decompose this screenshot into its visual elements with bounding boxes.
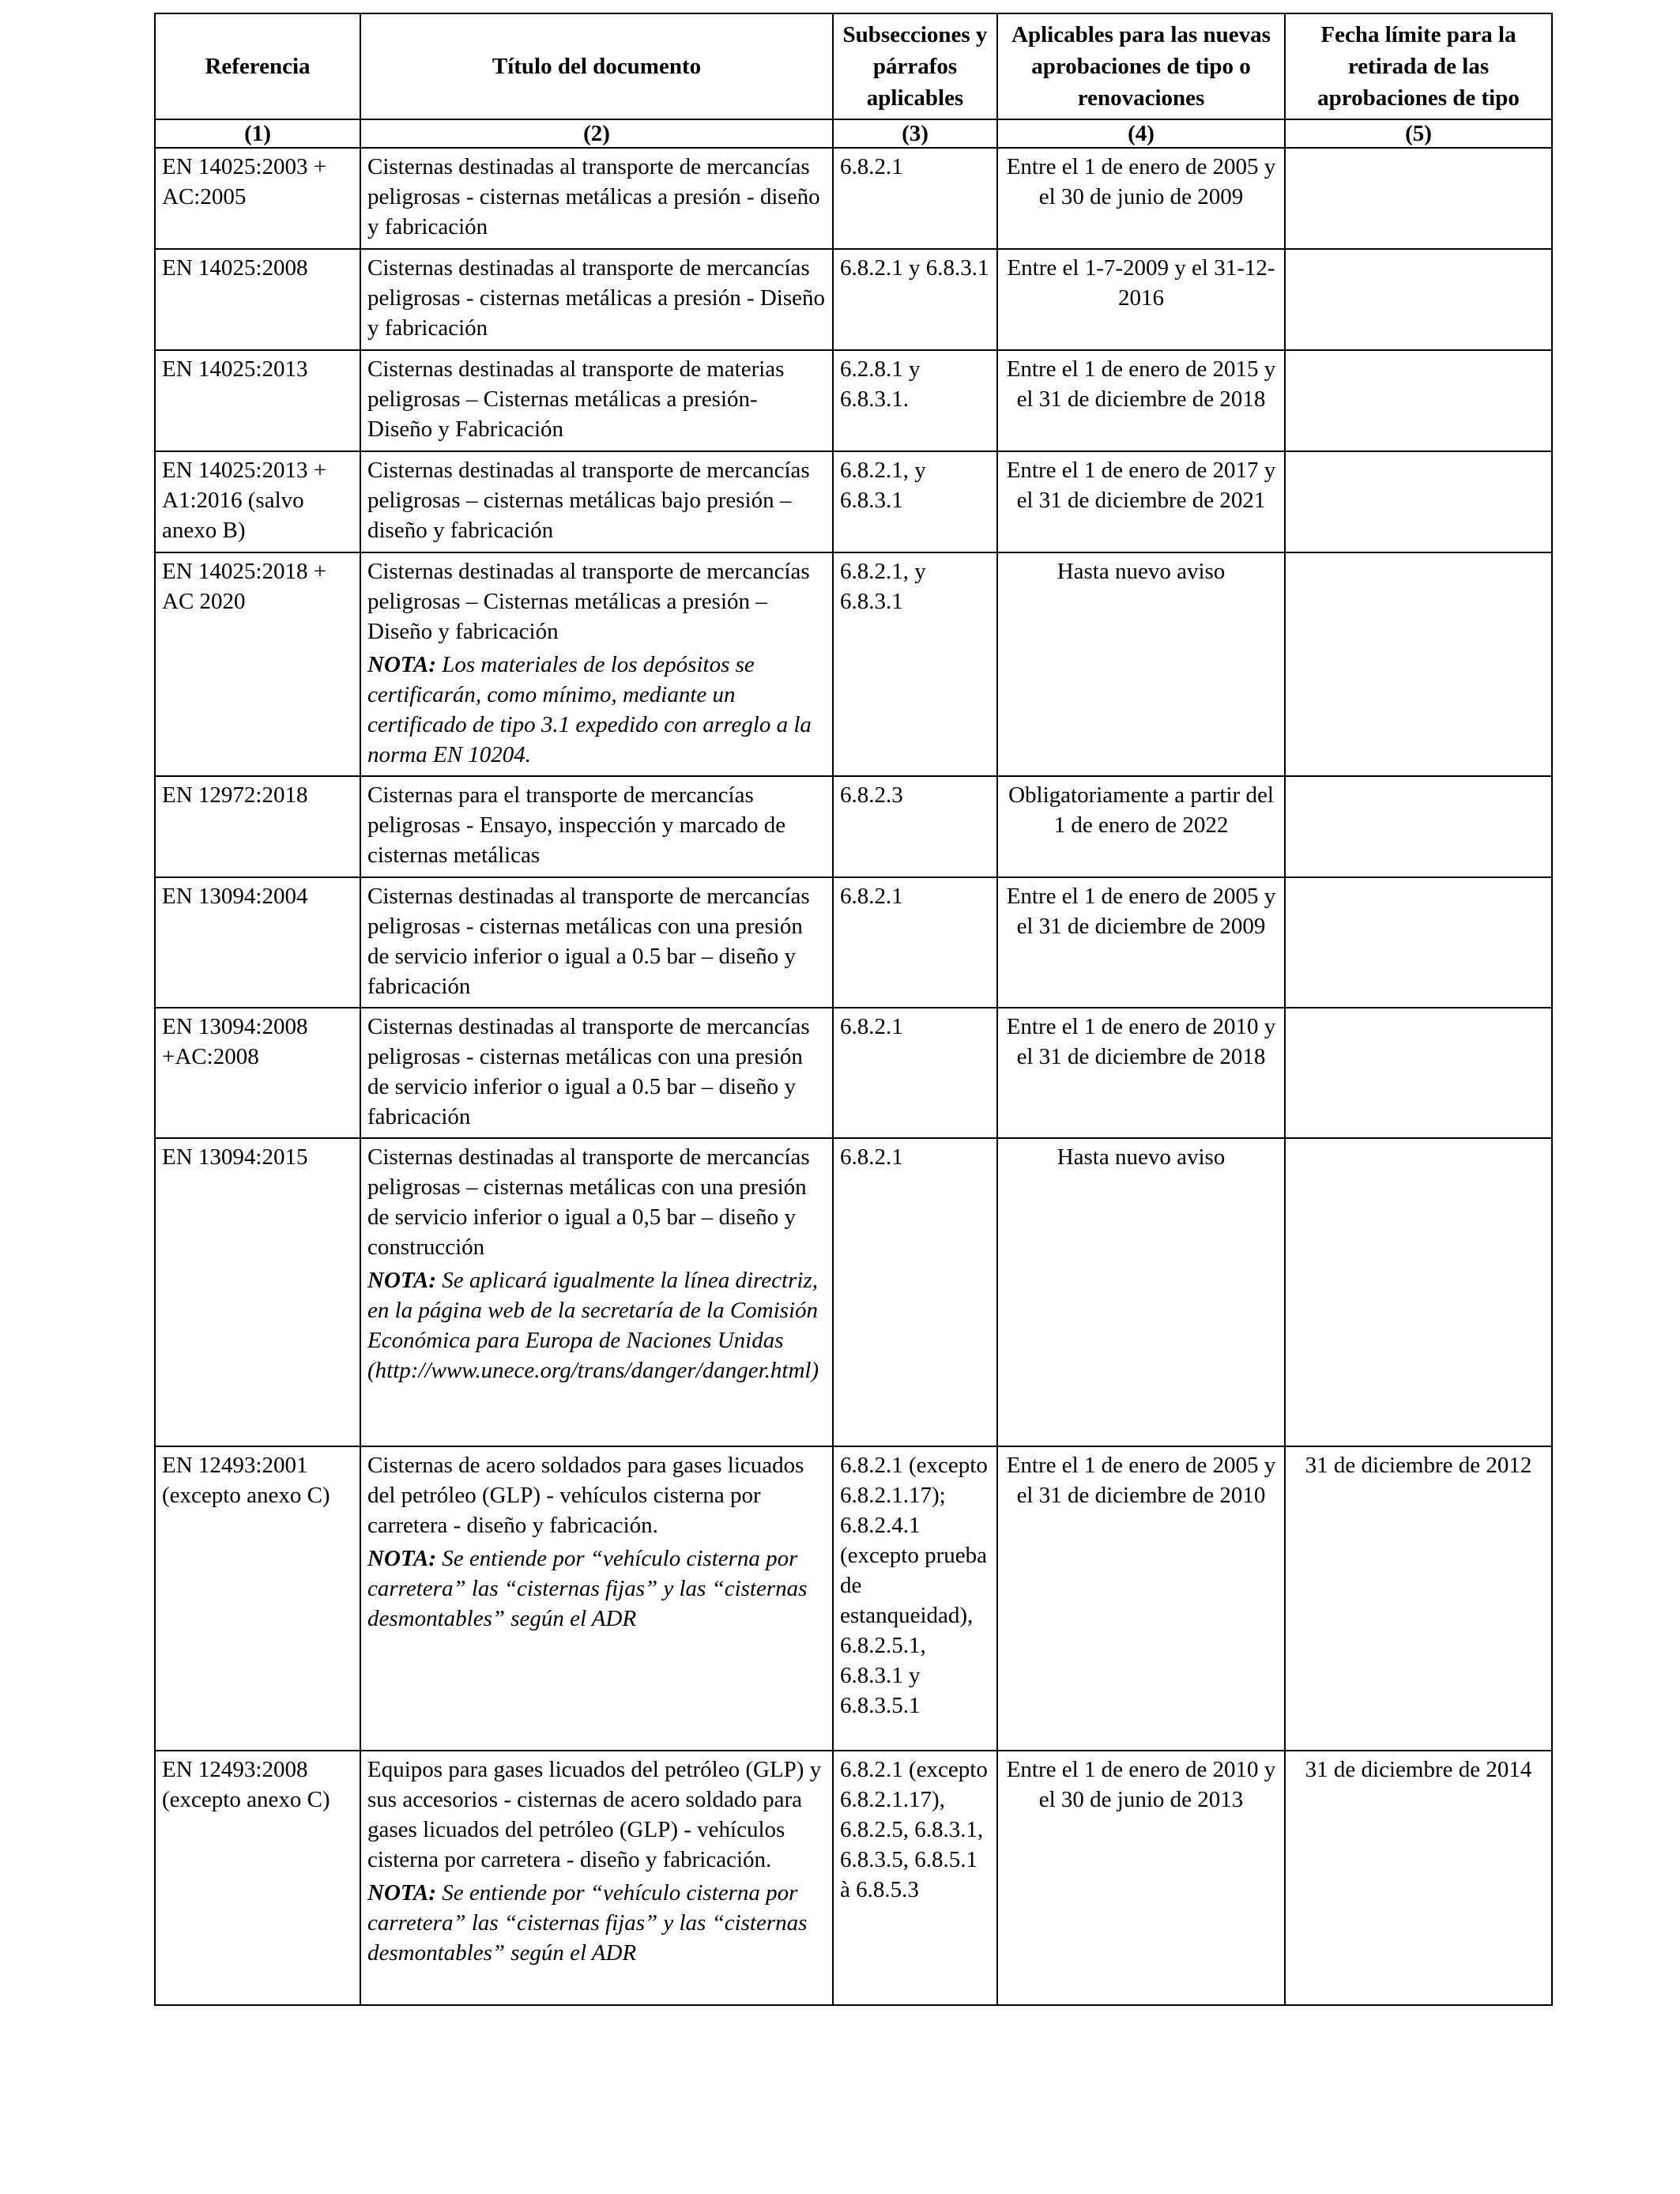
applicable-dates-cell: Entre el 1 de enero de 2005 y el 30 de junio de 2009 [997, 148, 1285, 249]
header-fecha-limite: Fecha límite para la retirada de las aprobaciones de tipo [1285, 13, 1552, 119]
subsections-cell: 6.8.2.1 [833, 1138, 997, 1446]
reference-cell: EN 13094:2015 [155, 1138, 360, 1446]
withdrawal-deadline-cell [1285, 877, 1552, 1008]
withdrawal-deadline-cell [1285, 451, 1552, 552]
subsections-cell: 6.8.2.1 [833, 877, 997, 1008]
table-row [155, 877, 1552, 1008]
note-text: Se aplicará igualmente la línea directriz, en la página web de la secretaría de la Comisión Económica para Europa de Naciones Unidas (http://www.unece.org/trans/danger/danger.html) [367, 1268, 819, 1383]
document-title: Cisternas destinadas al transporte de mercancías peligrosas – cisternas metálicas con una presión de servicio inferior o igual a 0,5 bar – diseño y construcción [367, 1144, 810, 1260]
applicable-dates-cell: Entre el 1 de enero de 2010 y el 31 de diciembre de 2018 [997, 1008, 1285, 1138]
title-cell [360, 451, 833, 552]
note [367, 1265, 826, 1385]
applicable-dates-cell: Entre el 1 de enero de 2005 y el 31 de diciembre de 2010 [997, 1446, 1285, 1751]
document-title: Cisternas destinadas al transporte de mercancías peligrosas - cisternas metálicas a presión - diseño y fabricación [367, 154, 820, 239]
applicable-dates-cell: Hasta nuevo aviso [997, 552, 1285, 776]
column-number: (2) [360, 119, 833, 148]
applicable-dates-cell: Obligatoriamente a partir del 1 de enero de 2022 [997, 776, 1285, 877]
title-cell [360, 1446, 833, 1751]
title-cell [360, 1008, 833, 1138]
column-number-row [155, 119, 1552, 148]
applicable-dates-cell: Hasta nuevo aviso [997, 1138, 1285, 1446]
table-row [155, 249, 1552, 350]
table-row [155, 552, 1552, 776]
note [367, 1878, 826, 1968]
table-row [155, 776, 1552, 877]
reference-cell: EN 14025:2008 [155, 249, 360, 350]
document-title: Cisternas destinadas al transporte de mercancías peligrosas - cisternas metálicas a presión - Diseño y fabricación [367, 255, 826, 341]
withdrawal-deadline-cell [1285, 249, 1552, 350]
subsections-cell: 6.8.2.1, y 6.8.3.1 [833, 552, 997, 776]
note-label: NOTA: [367, 1880, 436, 1906]
reference-cell: EN 14025:2003 + AC:2005 [155, 148, 360, 249]
withdrawal-deadline-cell [1285, 1008, 1552, 1138]
table-row [155, 1008, 1552, 1138]
subsections-cell: 6.8.2.1, y 6.8.3.1 [833, 451, 997, 552]
reference-cell: EN 13094:2008 +AC:2008 [155, 1008, 360, 1138]
header-row [155, 13, 1552, 119]
table-row [155, 1446, 1552, 1751]
header-subsecciones: Subsecciones y párrafos aplicables [833, 13, 997, 119]
title-cell [360, 350, 833, 451]
note-label: NOTA: [367, 1546, 436, 1571]
table-row [155, 1751, 1552, 2005]
reference-cell: EN 13094:2004 [155, 877, 360, 1008]
note-text: Los materiales de los depósitos se certificarán, como mínimo, mediante un certificado de tipo 3.1 expedido con arreglo a la norma EN 10204. [367, 652, 812, 767]
document-title: Cisternas destinadas al transporte de mercancías peligrosas - cisternas metálicas con una presión de servicio inferior o igual a 0.5 bar – diseño y fabricación [367, 884, 810, 999]
document-title: Cisternas para el transporte de mercancías peligrosas - Ensayo, inspección y marcado de cisternas metálicas [367, 782, 786, 868]
reference-cell: EN 12972:2018 [155, 776, 360, 877]
header-aplicables: Aplicables para las nuevas aprobaciones de tipo o renovaciones [997, 13, 1285, 119]
withdrawal-deadline-cell: 31 de diciembre de 2012 [1285, 1446, 1552, 1751]
note [367, 650, 826, 770]
applicable-dates-cell: Entre el 1 de enero de 2015 y el 31 de diciembre de 2018 [997, 350, 1285, 451]
note-label: NOTA: [367, 652, 436, 677]
withdrawal-deadline-cell [1285, 776, 1552, 877]
document-title: Cisternas destinadas al transporte de materias peligrosas – Cisternas metálicas a presión- Diseño y Fabricación [367, 356, 785, 442]
subsections-cell: 6.8.2.1 (excepto 6.8.2.1.17); 6.8.2.4.1 (excepto prueba de estanqueidad), 6.8.2.5.1, 6.8.3.1 y 6.8.3.5.1 [833, 1446, 997, 1751]
reference-cell: EN 14025:2018 + AC 2020 [155, 552, 360, 776]
note-label: NOTA: [367, 1268, 436, 1293]
title-cell [360, 1138, 833, 1446]
applicable-dates-cell: Entre el 1-7-2009 y el 31-12-2016 [997, 249, 1285, 350]
applicable-dates-cell: Entre el 1 de enero de 2005 y el 31 de diciembre de 2009 [997, 877, 1285, 1008]
document-title: Cisternas de acero soldados para gases licuados del petróleo (GLP) - vehículos cisterna por carretera - diseño y fabricación. [367, 1453, 804, 1538]
note [367, 1544, 826, 1634]
document-title: Cisternas destinadas al transporte de mercancías peligrosas – Cisternas metálicas a presión – Diseño y fabricación [367, 559, 810, 644]
applicable-dates-cell: Entre el 1 de enero de 2010 y el 30 de junio de 2013 [997, 1751, 1285, 2005]
reference-cell: EN 14025:2013 [155, 350, 360, 451]
title-cell [360, 552, 833, 776]
subsections-cell: 6.8.2.1 y 6.8.3.1 [833, 249, 997, 350]
reference-cell: EN 12493:2008 (excepto anexo C) [155, 1751, 360, 2005]
table-row [155, 1138, 1552, 1446]
title-cell [360, 776, 833, 877]
header-titulo: Título del documento [360, 13, 833, 119]
subsections-cell: 6.8.2.1 [833, 148, 997, 249]
withdrawal-deadline-cell: 31 de diciembre de 2014 [1285, 1751, 1552, 2005]
title-cell [360, 148, 833, 249]
applicable-dates-cell: Entre el 1 de enero de 2017 y el 31 de diciembre de 2021 [997, 451, 1285, 552]
reference-cell: EN 12493:2001 (excepto anexo C) [155, 1446, 360, 1751]
withdrawal-deadline-cell [1285, 552, 1552, 776]
subsections-cell: 6.8.2.3 [833, 776, 997, 877]
column-number: (4) [997, 119, 1285, 148]
withdrawal-deadline-cell [1285, 1138, 1552, 1446]
subsections-cell: 6.2.8.1 y 6.8.3.1. [833, 350, 997, 451]
note-text: Se entiende por “vehículo cisterna por carretera” las “cisternas fijas” y las “cisternas desmontables” según el ADR [367, 1880, 808, 1966]
withdrawal-deadline-cell [1285, 148, 1552, 249]
table-row [155, 451, 1552, 552]
document-title: Equipos para gases licuados del petróleo (GLP) y sus accesorios - cisternas de acero soldado para gases licuados del petróleo (GLP) - vehículos cisterna por carretera - diseño y fabricación. [367, 1757, 822, 1872]
column-number: (5) [1285, 119, 1552, 148]
document-title: Cisternas destinadas al transporte de mercancías peligrosas - cisternas metálicas con una presión de servicio inferior o igual a 0.5 bar – diseño y fabricación [367, 1014, 810, 1129]
title-cell [360, 1751, 833, 2005]
standards-table [154, 13, 1553, 2006]
header-referencia: Referencia [155, 13, 360, 119]
subsections-cell: 6.8.2.1 [833, 1008, 997, 1138]
table-row [155, 350, 1552, 451]
subsections-cell: 6.8.2.1 (excepto 6.8.2.1.17), 6.8.2.5, 6.8.3.1, 6.8.3.5, 6.8.5.1 à 6.8.5.3 [833, 1751, 997, 2005]
withdrawal-deadline-cell [1285, 350, 1552, 451]
column-number: (3) [833, 119, 997, 148]
table-row [155, 148, 1552, 249]
note-text: Se entiende por “vehículo cisterna por carretera” las “cisternas fijas” y las “cisternas desmontables” según el ADR [367, 1546, 808, 1631]
document-title: Cisternas destinadas al transporte de mercancías peligrosas – cisternas metálicas bajo presión – diseño y fabricación [367, 458, 810, 543]
title-cell [360, 249, 833, 350]
column-number: (1) [155, 119, 360, 148]
title-cell [360, 877, 833, 1008]
reference-cell: EN 14025:2013 + A1:2016 (salvo anexo B) [155, 451, 360, 552]
